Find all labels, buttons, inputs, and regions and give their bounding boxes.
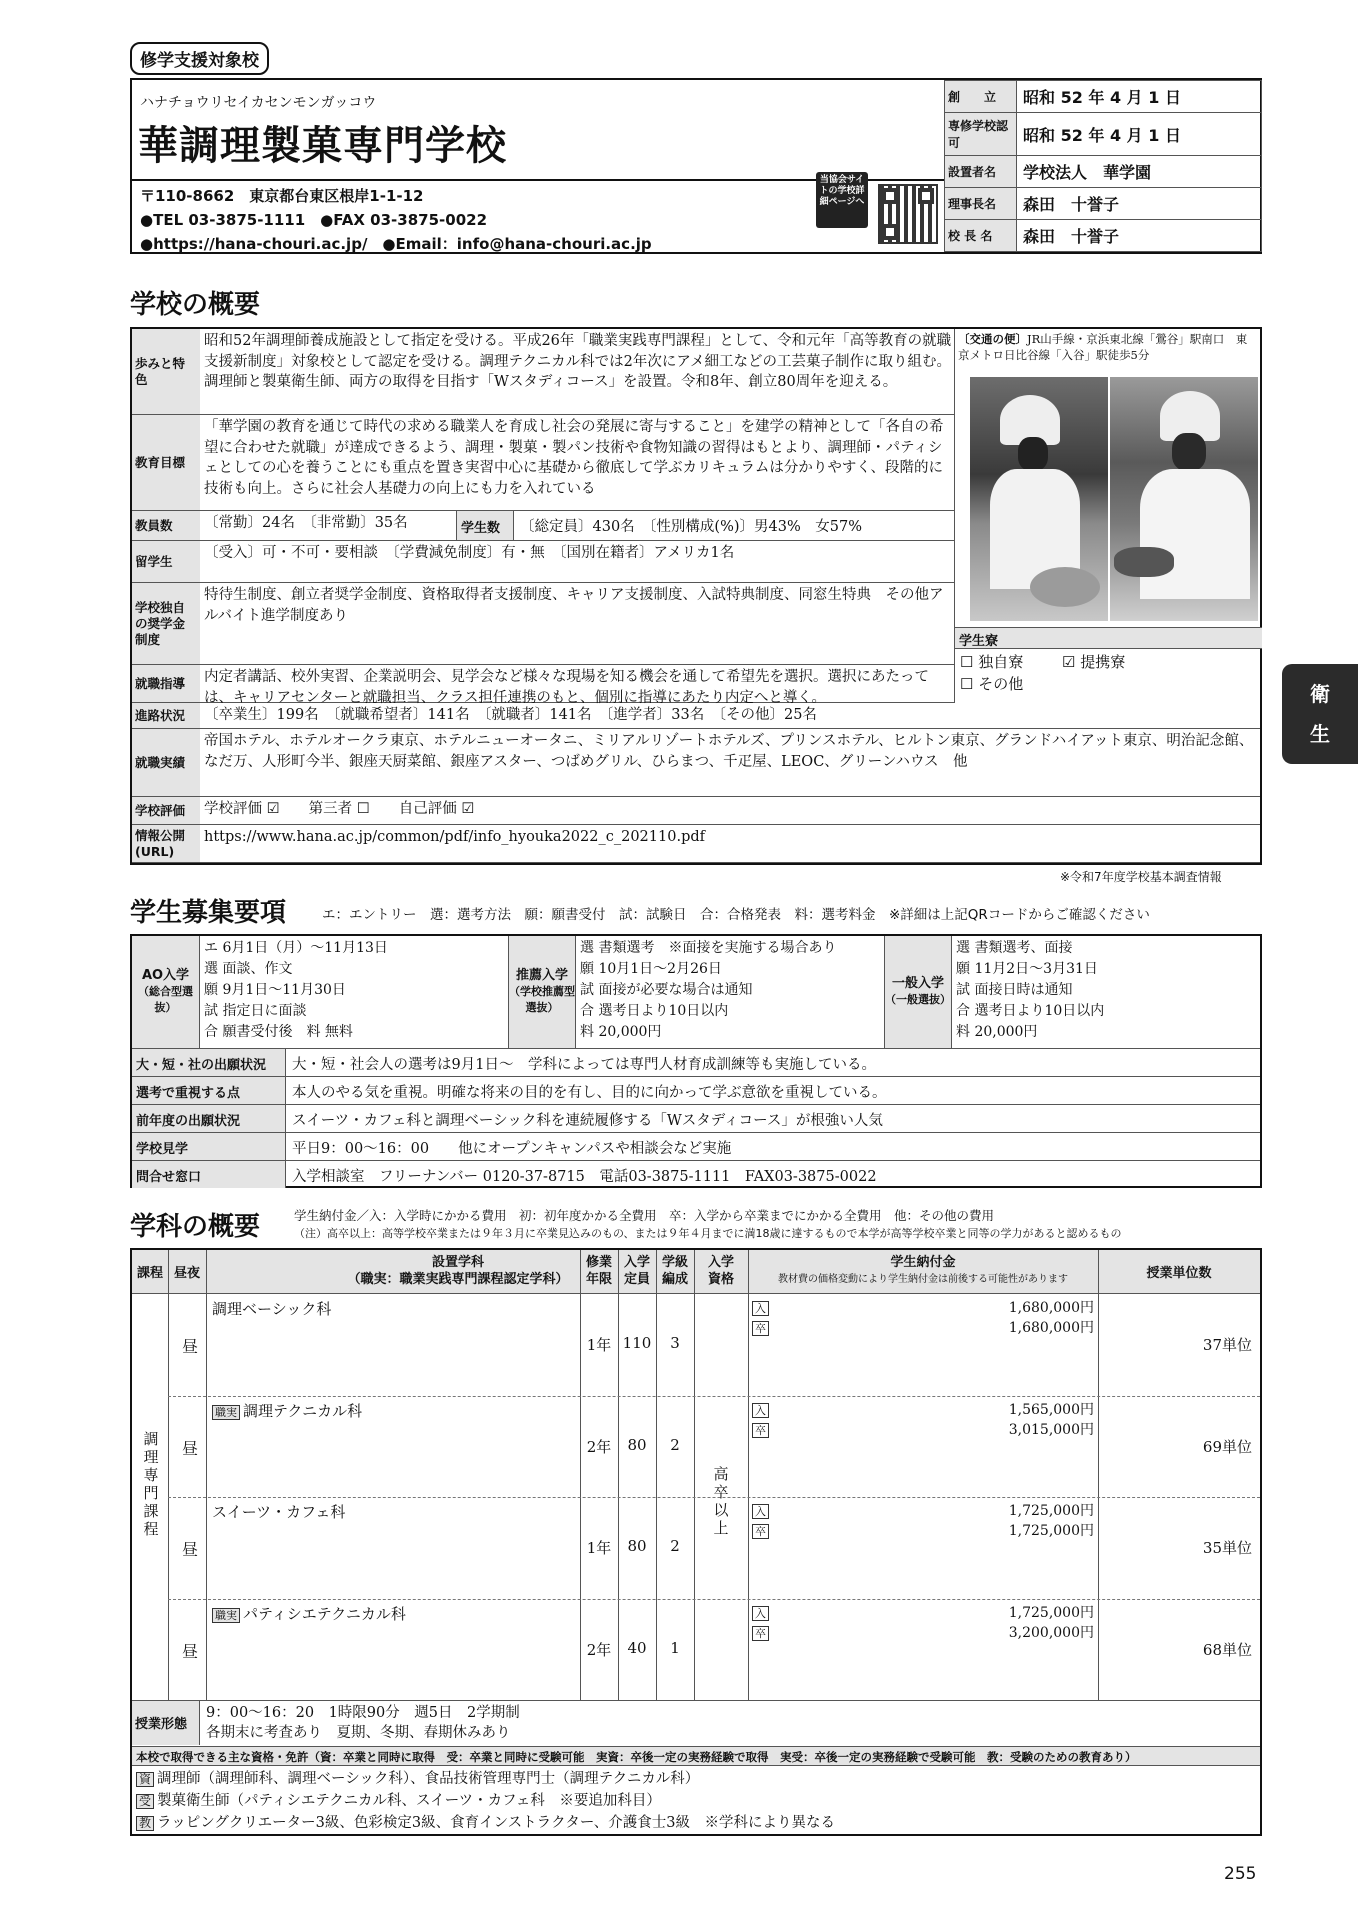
ippan-label: 一般入学	[891, 976, 944, 991]
admission-qualification: 高卒以上	[713, 1465, 729, 1537]
category-side-tab: 衛 生	[1282, 664, 1358, 764]
recruit-row-label: 問合せ窓口	[132, 1161, 286, 1188]
dept-capacity: 110	[622, 1334, 652, 1352]
dept-name: 調理テクニカル科	[243, 1401, 363, 1420]
ao-sub: （総合型選抜）	[138, 985, 193, 1014]
dept-fee	[752, 1298, 1094, 1338]
dept-time: 昼	[182, 1641, 199, 1661]
dept-classes: 3	[670, 1334, 680, 1352]
overview-row	[132, 729, 1260, 797]
overview-row-label: 歩みと特色	[132, 329, 200, 414]
cert-item	[136, 1812, 835, 1834]
overview-row-label: 情報公開(URL)	[132, 825, 200, 862]
suisen-label: 推薦入学	[515, 968, 568, 983]
overview-row-text: 昭和52年調理師養成施設として指定を受ける。平成26年「職業実践専門課程」として、令和元年「高等教育の就職支援新制度」対象校として認定を受ける。調理テクニカル科では2年次にアメ細工などの工芸菓子制作に取り組む。調理師と製菓衛生師、両方の取得を目指す「Wスタディコース」を設置。令和8年、創立80周年を迎える。	[204, 333, 952, 390]
overview-row-text: 学校評価 ☑ 第三者 ☐ 自己評価 ☑	[204, 801, 475, 817]
info-value: 森田 十誉子	[1017, 188, 1262, 220]
info-value: 学校法人 華学園	[1017, 156, 1262, 188]
overview-row	[132, 415, 954, 511]
recruit-row-text: 大・短・社会人の選考は9月1日～ 学科によっては専門人材育成訓練等も実施している。	[292, 1057, 876, 1073]
fee-total: 1,725,000円	[1008, 1523, 1094, 1539]
col-course: 課程	[136, 1266, 163, 1281]
overview-row	[132, 825, 1260, 863]
col-fee-sub: 教材費の価格変動により学生納付金は前後する可能性があります	[778, 1274, 1068, 1285]
dept-name: スイーツ・カフェ科	[212, 1503, 346, 1521]
exam-line: 選 面談、作文	[204, 961, 293, 977]
fee-total-mark: 卒	[752, 1321, 769, 1336]
dorm-partner: ☑ 提携寮	[1062, 653, 1126, 671]
overview-row	[132, 583, 954, 665]
dept-fee	[752, 1400, 1094, 1440]
tel-fax: ●TEL 03-3875-1111 ●FAX 03-3875-0022	[140, 211, 487, 229]
recruit-row	[132, 1132, 1260, 1160]
support-badge: 修学支援対象校	[130, 42, 269, 75]
info-row	[945, 81, 1262, 113]
overview-row-text: 「華学園の教育を通じて時代の求める職業人を育成し社会の発展に寄与すること」を建学の精神として「各自の希望に合わせた就職」が達成できるよう、調理・製菓・製パン技術や食物知識の習得はもとより、調理師・パティシェとしての心を養うことにも重点を置き実習中心に基礎から徹底して学ぶカリキュラムは分かりやすく、段階的に技術も向上。さらに社会人基礎力の向上にも力を入れている	[204, 419, 944, 497]
fee-entry-mark: 入	[752, 1301, 769, 1316]
info-label: 校 長 名	[945, 220, 1017, 252]
exam-line: 願 11月2日～3月31日	[956, 961, 1098, 977]
ippan-sub: （一般選抜）	[885, 993, 951, 1006]
fee-entry: 1,680,000円	[1008, 1300, 1094, 1316]
survey-footnote: ※令和7年度学校基本調査情報	[1060, 870, 1222, 884]
cert-text: ラッピングクリエーター3級、色彩検定3級、食育インストラクター、介護食士3級 ※学科により異なる	[157, 1815, 836, 1831]
exam-line: 試 面接日時は通知	[956, 982, 1073, 998]
dept-time: 昼	[182, 1438, 199, 1458]
dept-row	[168, 1294, 1260, 1396]
recruit-row	[132, 1160, 1260, 1188]
cert-item	[136, 1790, 835, 1812]
overview-row-text: 〔卒業生〕199名 〔就職希望者〕141名 〔就職者〕141名 〔進学者〕33名 〔その他〕25名	[204, 707, 817, 723]
dept-years: 1年	[586, 1336, 612, 1354]
overview-row	[132, 665, 954, 706]
col-years: 修業年限	[585, 1255, 612, 1287]
recruit-row-text: 本人のやる気を重視。明確な将来の目的を有し、目的に向かって学ぶ意欲を重視している。	[292, 1085, 887, 1101]
exam-line: 試 指定日に面談	[204, 1003, 307, 1019]
dept-years: 1年	[586, 1539, 612, 1557]
fee-entry: 1,725,000円	[1008, 1503, 1094, 1519]
shokujitsu-badge: 職実	[212, 1608, 240, 1623]
qr-note: 当協会サイトの学校詳細ページへ	[816, 172, 868, 228]
dorm-own: ☐ 独自寮	[960, 653, 1024, 671]
dept-units: 37単位	[1202, 1336, 1252, 1354]
dept-capacity: 80	[627, 1435, 647, 1454]
fee-entry-mark: 入	[752, 1403, 769, 1418]
dorm-other: ☐ その他	[960, 675, 1024, 693]
recruit-row-label: 前年度の出願状況	[132, 1105, 286, 1132]
exam-line: 合 選考日より10日以内	[956, 1003, 1105, 1019]
recruit-title: 学生募集要項	[130, 898, 287, 928]
fee-total: 3,200,000円	[1008, 1624, 1094, 1641]
recruit-row	[132, 1104, 1260, 1132]
info-label: 理事長名	[945, 188, 1017, 220]
dept-units: 69単位	[1202, 1437, 1252, 1456]
overview-row-text: 〔常勤〕24名 〔非常勤〕35名	[204, 515, 408, 531]
dept-time: 昼	[182, 1337, 199, 1356]
info-value: 森田 十誉子	[1017, 220, 1262, 252]
exam-line: 選 書類選考 ※面接を実施する場合あり	[580, 940, 837, 956]
overview-row-label: 進路状況	[132, 703, 200, 728]
exam-line: 選 書類選考、面接	[956, 940, 1073, 956]
overview-row	[132, 703, 1260, 729]
info-value: 昭和 52 年 4 月 1 日	[1017, 113, 1262, 156]
dept-box	[130, 1248, 1262, 1836]
postal-address: 〒110-8662 東京都台東区根岸1-1-12	[140, 187, 424, 205]
dept-name-cell	[212, 1603, 406, 1624]
fee-entry-mark: 入	[752, 1504, 769, 1519]
dorm-label: 学生寮	[955, 627, 1262, 649]
overview-row-text: 帝国ホテル、ホテルオークラ東京、ホテルニューオータニ、ミリアルリゾートホテルズ、プリンスホテル、ヒルトン東京、グランドハイアット東京、明治記念館、なだ万、人形町今半、銀座天厨菜館、銀座アスター、つばめグリル、ひらまつ、千疋屋、LEOC、グリーンハウス 他	[204, 733, 1254, 770]
dept-title: 学科の概要	[130, 1212, 261, 1242]
dept-units: 68単位	[1202, 1640, 1252, 1659]
fee-total-mark: 卒	[752, 1626, 769, 1641]
school-kana: ハナチョウリセイカセンモンガッコウ	[140, 95, 377, 111]
col-units: 授業単位数	[1146, 1266, 1212, 1281]
exam-line: 合 選考日より10日以内	[580, 1003, 729, 1019]
exam-line: 願 9月1日～11月30日	[204, 982, 346, 998]
dept-legend-note: （注）高卒以上：高等学校卒業または９年３月に卒業見込みのもの、または９年４月までに満18歳に達するもので本学が高等学校卒業と同等の学力があると認めるもの	[294, 1227, 1122, 1240]
overview-row-label: 教育目標	[132, 415, 200, 510]
dept-row	[168, 1497, 1260, 1599]
dept-capacity: 80	[627, 1537, 647, 1555]
info-label: 創 立	[945, 81, 1017, 113]
cert-text: 調理師（調理師科、調理ベーシック科）、食品技術管理専門士（調理テクニカル科）	[157, 1771, 700, 1787]
recruit-box	[130, 934, 1262, 1188]
col-qualification: 入学資格	[707, 1255, 734, 1287]
overview-row-label: 教員数	[132, 511, 200, 540]
recruit-row-text: スイーツ・カフェ科と調理ベーシック科を連続履修する「Wスタディコース」が根強い人気	[292, 1113, 883, 1129]
recruit-row-label: 学校見学	[132, 1133, 286, 1160]
founding-info-table	[944, 80, 1262, 252]
recruit-row-label: 選考で重視する点	[132, 1077, 286, 1104]
dept-fee	[752, 1501, 1094, 1541]
dept-row	[168, 1396, 1260, 1498]
overview-row	[132, 511, 954, 541]
cert-text: 製菓衛生師（パティシエテクニカル科、スイーツ・カフェ科 ※要追加科目）	[157, 1793, 661, 1809]
dept-name: パティシエテクニカル科	[243, 1604, 406, 1623]
school-header	[130, 78, 1262, 254]
col-classes: 学級編成	[661, 1255, 688, 1287]
info-label: 専修学校認可	[945, 113, 1017, 156]
dept-legend-fees: 学生納付金／入：入学時にかかる費用 初：初年度かかる全費用 卒：入学から卒業までにかかる全費用 他：その他の費用	[294, 1208, 995, 1223]
exam-line: 合 願書受付後 料 無料	[204, 1024, 353, 1040]
dept-years: 2年	[586, 1640, 612, 1659]
dept-years: 2年	[586, 1437, 612, 1456]
page-number: 255	[1224, 1864, 1257, 1884]
dept-classes: 1	[670, 1638, 680, 1657]
exam-line: 料 20,000円	[580, 1024, 662, 1040]
students-photo-right	[1110, 377, 1258, 621]
overview-box	[130, 327, 1262, 865]
dept-classes: 2	[670, 1537, 680, 1555]
school-name: 華調理製菓専門学校	[138, 123, 507, 169]
recruit-row	[132, 1048, 1260, 1076]
recruit-row	[132, 1076, 1260, 1104]
cert-mark: 資	[136, 1772, 154, 1787]
dept-name: 調理ベーシック科	[212, 1300, 332, 1318]
lesson-line2: 各期末に考査あり 夏期、冬期、春期休みあり	[206, 1725, 511, 1741]
recruit-row-text: 入学相談室 フリーナンバー 0120-37-8715 電話03-3875-1111 FAX03-3875-0022	[292, 1169, 877, 1185]
dept-name-cell	[212, 1400, 362, 1421]
col-capacity: 入学定員	[623, 1255, 650, 1287]
exam-line: 願 10月1日～2月26日	[580, 961, 722, 977]
lesson-line1: 9：00～16：20 1時限90分 週5日 2学期制	[206, 1705, 520, 1721]
suisen-sub: （学校推薦型選抜）	[509, 985, 575, 1014]
dept-capacity: 40	[627, 1638, 647, 1657]
col-fee: 学生納付金	[890, 1255, 956, 1270]
access-label: 〔交通の便〕	[958, 332, 1027, 346]
recruit-legend: エ：エントリー 選：選考方法 願：願書受付 試：試験日 合：合格発表 料：選考料金 ※詳細は上記QRコードからご確認ください	[322, 907, 1150, 923]
fee-total: 1,680,000円	[1008, 1320, 1094, 1336]
info-label: 設置者名	[945, 156, 1017, 188]
dept-name-cell	[212, 1501, 345, 1522]
overview-row-text: 特待生制度、創立者奨学金制度、資格取得者支援制度、キャリア支援制度、入試特典制度、同窓生特典 その他アルバイト進学制度あり	[204, 587, 944, 624]
col-time: 昼夜	[173, 1266, 200, 1281]
col-dept: 設置学科	[431, 1255, 484, 1270]
fee-entry: 1,565,000円	[1008, 1401, 1094, 1418]
info-row	[945, 156, 1262, 188]
overview-title: 学校の概要	[130, 290, 261, 320]
dept-time: 昼	[182, 1540, 199, 1559]
overview-row-label: 学校独自の奨学金制度	[132, 583, 200, 664]
overview-row-text: 〔受入〕可・不可・要相談 〔学費減免制度〕有・無 〔国別在籍者〕アメリカ1名	[204, 545, 735, 561]
fee-total-mark: 卒	[752, 1423, 769, 1438]
col-dept-sub: （職実：職業実践専門課程認定学科）	[347, 1272, 569, 1287]
overview-row-label: 学校評価	[132, 797, 200, 824]
cert-header: 本校で取得できる主な資格・免許（資：卒業と同時に取得 受：卒業と同時に受験可能 実資：卒後一定の実務経験で取得 実受：卒後一定の実務経験で受験可能 教：受験のための教育あり）	[132, 1746, 1260, 1766]
dept-classes: 2	[670, 1435, 680, 1454]
overview-row-text: 内定者講話、校外実習、企業説明会、見学会など様々な現場を知る機会を通して希望先を選択。選択にあたっては、キャリアセンターと就職担当、クラス担任連携のもと、個別に指導にあたり内定へと導く。	[204, 669, 929, 706]
overview-row-label: 就職指導	[132, 665, 200, 702]
overview-row	[132, 541, 954, 583]
students-photo-left	[970, 377, 1108, 621]
overview-row-label: 留学生	[132, 541, 200, 582]
dept-fee	[752, 1603, 1094, 1643]
exam-line: 料 20,000円	[956, 1024, 1038, 1040]
overview-row-label: 就職実績	[132, 729, 200, 796]
fee-total: 3,015,000円	[1008, 1421, 1094, 1438]
dept-units: 35単位	[1202, 1539, 1252, 1557]
info-value: 昭和 52 年 4 月 1 日	[1017, 81, 1262, 113]
cert-mark: 教	[136, 1816, 154, 1831]
lesson-label: 授業形態	[132, 1701, 200, 1745]
dept-row	[168, 1599, 1260, 1701]
cert-mark: 受	[136, 1794, 154, 1809]
access-text: JR山手線・京浜東北線「鶯谷」駅南口 東京メトロ日比谷線「入谷」駅徒歩5分	[958, 332, 1248, 362]
dept-name-cell	[212, 1298, 331, 1319]
info-row	[945, 113, 1262, 156]
fee-entry: 1,725,000円	[1008, 1604, 1094, 1621]
fee-total-mark: 卒	[752, 1524, 769, 1539]
overview-row-text[interactable]: https://www.hana.ac.jp/common/pdf/info_hyouka2022_c_202110.pdf	[204, 829, 705, 845]
recruit-row-label: 大・短・社の出願状況	[132, 1049, 286, 1076]
info-row	[945, 220, 1262, 252]
students-label: 学生数	[456, 511, 514, 540]
cert-item	[136, 1768, 835, 1790]
qr-code[interactable]	[878, 184, 938, 244]
web-email[interactable]: ●https://hana-chouri.ac.jp/ ●Email：info@hana-chouri.ac.jp	[140, 235, 652, 253]
ao-label: AO入学	[141, 968, 190, 983]
course-name: 調理専門課程	[143, 1430, 159, 1538]
exam-line: エ 6月1日（月）～11月13日	[204, 940, 388, 956]
info-row	[945, 188, 1262, 220]
overview-row	[132, 797, 1260, 825]
shokujitsu-badge: 職実	[212, 1405, 240, 1420]
fee-entry-mark: 入	[752, 1606, 769, 1621]
exam-line: 試 面接が必要な場合は通知	[580, 982, 753, 998]
students-text: 〔総定員〕430名 〔性別構成(%)〕男43% 女57%	[520, 519, 862, 535]
recruit-row-text: 平日9：00～16：00 他にオープンキャンパスや相談会など実施	[292, 1141, 732, 1157]
overview-row	[132, 329, 954, 415]
